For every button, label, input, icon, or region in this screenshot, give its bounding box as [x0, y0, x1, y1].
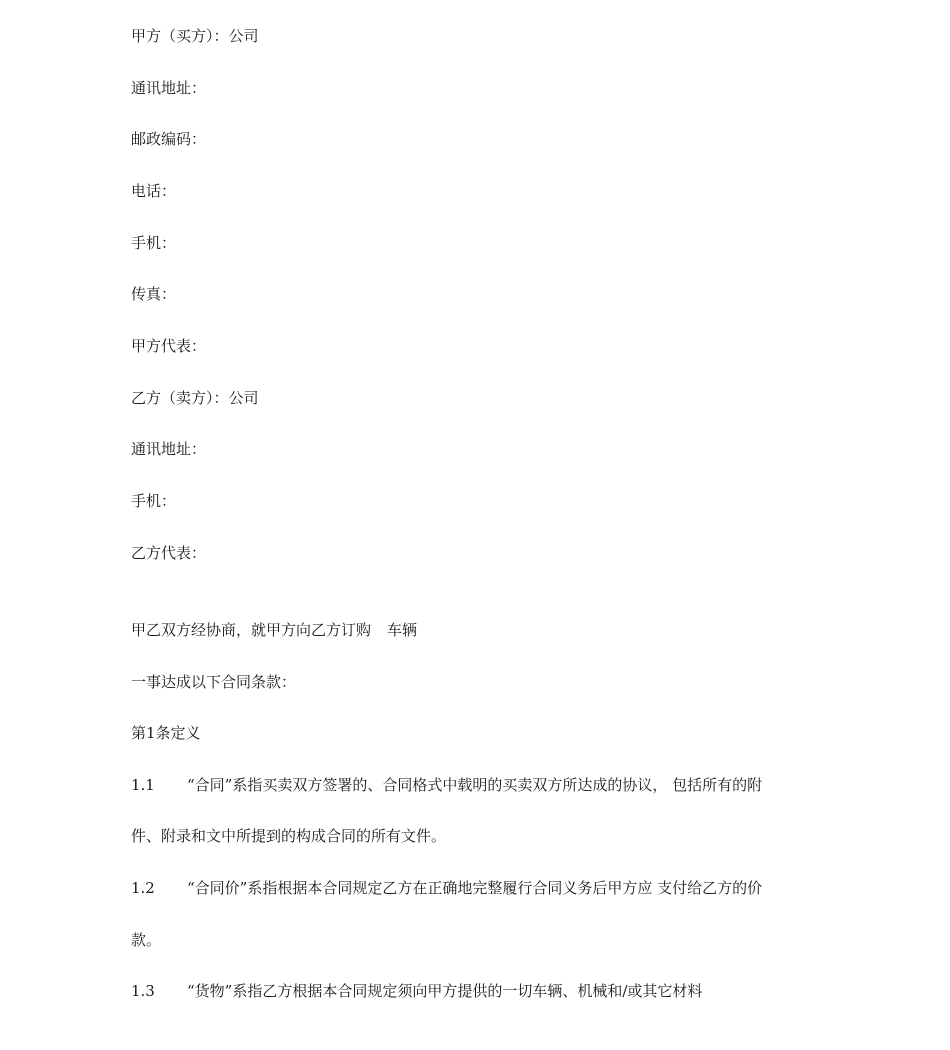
party-a-mobile-label: 手机：: [131, 234, 177, 252]
party-b-representative-label: 乙方代表：: [131, 544, 207, 562]
clause-number: 1.2: [131, 879, 155, 897]
party-a-phone-label: 电话：: [131, 182, 177, 200]
party-a-address-label: 通讯地址：: [131, 79, 207, 97]
clause-number: 1.1: [131, 776, 155, 794]
party-a-postcode-label: 邮政编码：: [131, 130, 207, 148]
party-b-mobile-label: 手机：: [131, 492, 177, 510]
clause-1-2-line-1: [131, 878, 762, 898]
clause-1-1-line-2: 件、附录和文中所提到的构成合同的所有文件。: [131, 827, 447, 845]
clause-1-1-line-1: [131, 775, 762, 795]
party-a-title: 甲方（买方）：公司: [131, 27, 259, 45]
clause-text: “货物”系指乙方根据本合同规定须向甲方提供的一切车辆、机械和/或其它材料: [187, 982, 703, 1000]
article-1-heading: 第1条定义: [131, 724, 201, 742]
preamble-text: 甲乙双方经协商，就甲方向乙方订购: [131, 621, 372, 639]
party-b-address-label: 通讯地址：: [131, 440, 207, 458]
party-a-representative-label: 甲方代表：: [131, 337, 207, 355]
preamble-line-2: 一事达成以下合同条款：: [131, 673, 297, 691]
clause-1-3-line-1: [131, 981, 702, 1001]
preamble-subject: 车辆: [387, 621, 418, 639]
party-a-fax-label: 传真：: [131, 285, 177, 303]
preamble-line-1: [131, 620, 417, 640]
party-b-title: 乙方（卖方）：公司: [131, 389, 259, 407]
clause-text: “合同”系指买卖双方签署的、合同格式中载明的买卖双方所达成的协议， 包括所有的附: [187, 776, 763, 794]
clause-1-2-line-2: 款。: [131, 931, 162, 949]
clause-text: “合同价”系指根据本合同规定乙方在正确地完整履行合同义务后甲方应 支付给乙方的价: [187, 879, 763, 897]
clause-number: 1.3: [131, 982, 155, 1000]
